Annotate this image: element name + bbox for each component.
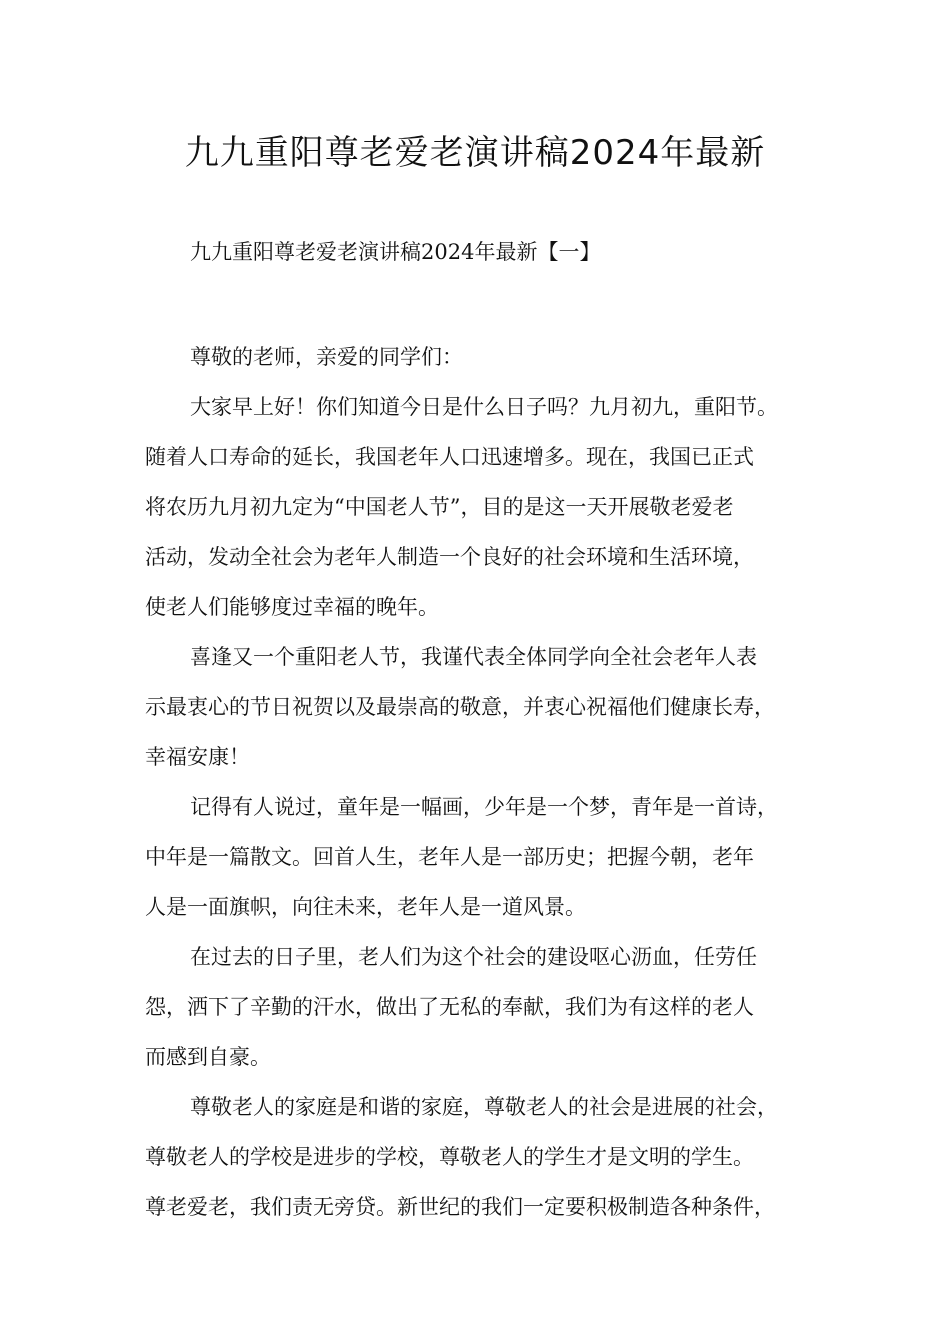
paragraph-greeting [145, 332, 825, 382]
paragraph-line: 喜逢又一个重阳老人节，我谨代表全体同学向全社会老年人表 [190, 645, 757, 669]
paragraph-line: 随着人口寿命的延长，我国老年人口迅速增多。现在，我国已正式 [145, 445, 754, 469]
paragraph-line: 在过去的日子里，老人们为这个社会的建设呕心沥血，任劳任 [190, 945, 757, 969]
document-body [145, 332, 825, 1232]
paragraph-line: 记得有人说过，童年是一幅画，少年是一个梦，青年是一首诗， [190, 795, 778, 819]
paragraph [145, 382, 825, 632]
paragraph [145, 1082, 825, 1232]
paragraph-line: 尊敬老人的家庭是和谐的家庭，尊敬老人的社会是进展的社会， [190, 1095, 778, 1119]
paragraph-line: 中年是一篇散文。回首人生，老年人是一部历史；把握今朝，老年 [145, 845, 754, 869]
document-title: 九九重阳尊老爱老演讲稿2024年最新 [184, 133, 766, 173]
section-heading: 九九重阳尊老爱老演讲稿2024年最新【一】 [190, 240, 601, 264]
paragraph [145, 632, 825, 782]
paragraph-line: 使老人们能够度过幸福的晚年。 [145, 595, 439, 619]
paragraph-line: 大家早上好！你们知道今日是什么日子吗？九月初九，重阳节。 [190, 395, 778, 419]
paragraph-line: 尊敬老人的学校是进步的学校，尊敬老人的学生才是文明的学生。 [145, 1145, 754, 1169]
paragraph [145, 782, 825, 932]
paragraph-line: 幸福安康！ [145, 745, 250, 769]
paragraph-line: 人是一面旗帜，向往未来，老年人是一道风景。 [145, 895, 586, 919]
paragraph-line: 怨，洒下了辛勤的汗水，做出了无私的奉献，我们为有这样的老人 [145, 995, 754, 1019]
paragraph-line: 示最衷心的节日祝贺以及最崇高的敬意，并衷心祝福他们健康长寿， [145, 695, 775, 719]
paragraph-line: 尊敬的老师，亲爱的同学们： [190, 345, 463, 369]
paragraph-line: 尊老爱老，我们责无旁贷。新世纪的我们一定要积极制造各种条件， [145, 1195, 775, 1219]
paragraph [145, 932, 825, 1082]
paragraph-line: 而感到自豪。 [145, 1045, 271, 1069]
paragraph-line: 活动，发动全社会为老年人制造一个良好的社会环境和生活环境， [145, 545, 754, 569]
paragraph-line: 将农历九月初九定为“中国老人节”，目的是这一天开展敬老爱老 [145, 495, 734, 519]
